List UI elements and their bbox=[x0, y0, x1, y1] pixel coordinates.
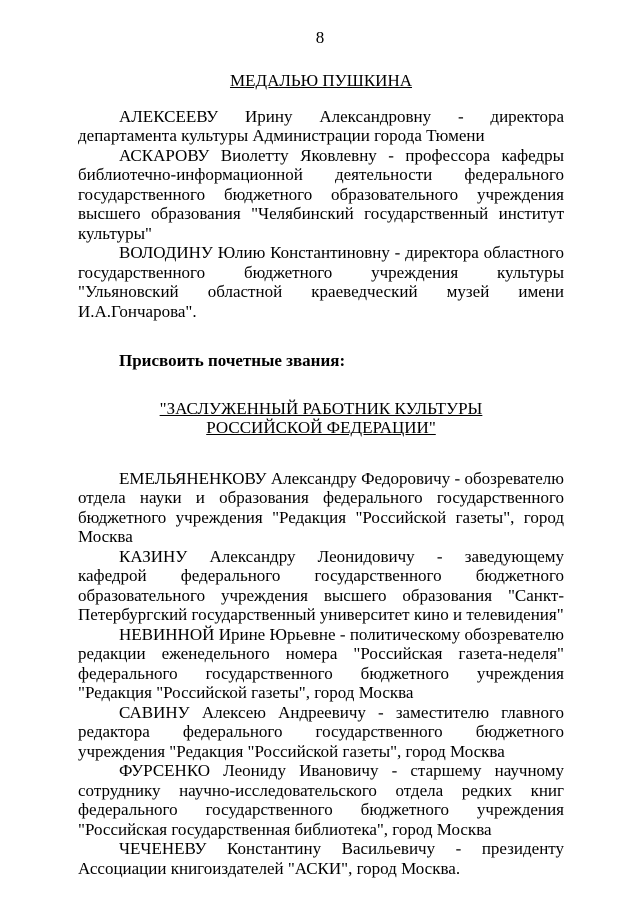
titles-instruction: Присвоить почетные звания: bbox=[119, 351, 346, 370]
page-number: 8 bbox=[315, 28, 325, 47]
honorary-title-line-1: "ЗАСЛУЖЕННЫЙ РАБОТНИК КУЛЬТУРЫ bbox=[159, 398, 483, 418]
title-entry-chechenev: ЧЕЧЕНЕВУ Константину Васильевичу - президенту Ассоциации книгоиздателей "АСКИ", город Москва. bbox=[78, 839, 564, 878]
title-entry-fursenko: ФУРСЕНКО Леониду Ивановичу - старшему научному сотруднику научно-исследовательского отдела редких книг федерального государственного бюджетного учреждения "Российская государственная библиотека", город Москва bbox=[78, 761, 564, 839]
medal-entry-askarova: АСКАРОВУ Виолетту Яковлевну - профессора кафедры библиотечно-информационной деятельности федерального государственного бюджетного образовательного учреждения высшего образования "Челябинский государственный институт культуры" bbox=[78, 145, 564, 243]
title-entry-nevinnaya: НЕВИННОЙ Ирине Юрьевне - политическому обозревателю редакции еженедельного номера "Российская газета-неделя" федерального государственного бюджетного учреждения "Редакция "Российской газеты", город Москва bbox=[78, 624, 564, 702]
title-entry-savin: САВИНУ Алексею Андреевичу - заместителю главного редактора федерального государственного бюджетного учреждения "Редакция "Российской газеты", город Москва bbox=[78, 702, 564, 761]
honorary-title-heading bbox=[78, 399, 564, 438]
honorary-title-line-2: РОССИЙСКОЙ ФЕДЕРАЦИИ" bbox=[206, 418, 436, 437]
title-entry-emelyanenkov: ЕМЕЛЬЯНЕНКОВУ Александру Федоровичу - обозревателю отдела науки и образования федерального государственного бюджетного учреждения "Редакция "Российской газеты", город Москва bbox=[78, 468, 564, 546]
medal-heading: МЕДАЛЬЮ ПУШКИНА bbox=[229, 71, 413, 90]
title-entry-kazin: КАЗИНУ Александру Леонидовичу - заведующему кафедрой федерального государственного бюджетного образовательного учреждения высшего образования "Санкт-Петербургский государственный университет кино и телевидения" bbox=[78, 546, 564, 624]
medal-entry-alekseeva: АЛЕКСЕЕВУ Ирину Александровну - директора департамента культуры Администрации города Тюмени bbox=[78, 106, 564, 145]
medal-entry-volodina: ВОЛОДИНУ Юлию Константиновну - директора областного государственного бюджетного учреждения культуры "Ульяновский областной краеведческий музей имени И.А.Гончарова". bbox=[78, 243, 564, 321]
document-body bbox=[78, 71, 564, 878]
